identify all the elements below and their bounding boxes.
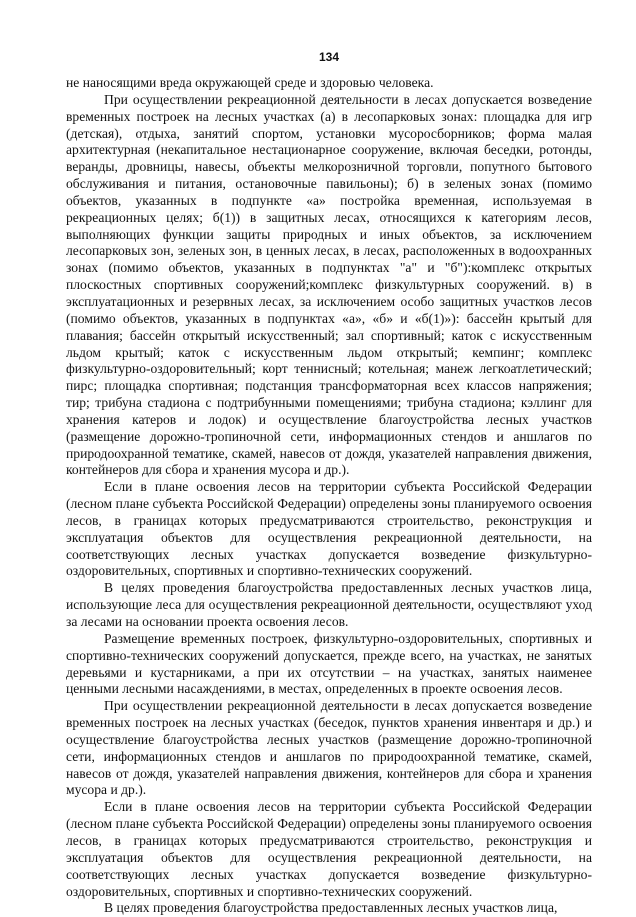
paragraph-4: В целях проведения благоустройства предоставленных лесных участков лица, использующие леса для осуществления рекреационной деятельности, осуществляют уход за лесами на основании проекта освоения лесов. <box>66 580 592 629</box>
paragraph-2: При осуществлении рекреационной деятельности в лесах допускается возведение временных построек на лесных участках (а) в лесопарковых зонах: площадка для игр (детская), отдыха, занятий спортом, установки мусоросборников; форма малая архитектурная (некапитальное нестационарное сооружение, включая беседки, ротонды, веранды, дровницы, навесы, объекты мелкорозничной торговли, попутного бытового обслуживания и питания, остановочные павильоны); б) в зеленых зонах (помимо объектов, указанных в подпункте «а» постройка временная, используемая в рекреационных целях; б(1)) в защитных лесах, относящихся к категориям лесов, выполняющих функции защиты природных и иных объектов, за исключением лесопарковых зон, зеленых зон, в ценных лесах, в лесах, расположенных в водоохранных зонах (помимо объектов, указанных в подпунктах "а" и "б"):комплекс открытых плоскостных спортивных сооружений;комплекс физкультурных сооружений. в) в эксплуатационных и резервных лесах, за исключением особо защитных участков лесов (помимо объектов, указанных в подпунктах «а», «б» и «б(1)»): бассейн крытый для плавания; бассейн открытый искусственный; зал спортивный; каток с искусственным льдом крытый; каток с искусственным льдом открытый; кемпинг; комплекс физкультурно-оздоровительный; корт теннисный; котельная; манеж легкоатлетический; пирс; площадка спортивная; подстанция трансформаторная всех классов напряжения; тир; трибуна стадиона с подтрибунными помещениями; трибуна стадиона; кэллинг для хранения катеров и лодок) и осуществление благоустройства лесных участков (размещение дорожно-тропиночной сети, информационных стендов и аншлагов по природоохранной тематике, скамей, навесов от дождя, указателей направления движения, контейнеров для сбора и хранения мусора и др.). <box>66 91 592 478</box>
paragraph-3: Если в плане освоения лесов на территории субъекта Российской Федерации (лесном плане субъекта Российской Федерации) определены зоны планируемого освоения лесов, в границах которых предусматриваются строительство, реконструкция и эксплуатация объектов для осуществления рекреационной деятельности, на соответствующих лесных участках допускается возведение физкультурно-оздоровительных, спортивных и спортивно-технических сооружений. <box>66 479 592 579</box>
document-body <box>66 75 592 917</box>
paragraph-7: Если в плане освоения лесов на территории субъекта Российской Федерации (лесном плане субъекта Российской Федерации) определены зоны планируемого освоения лесов, в границах которых предусматриваются строительство, реконструкция и эксплуатация объектов для осуществления рекреационной деятельности, на соответствующих лесных участках допускается возведение физкультурно-оздоровительных, спортивных и спортивно-технических сооружений. <box>66 799 592 899</box>
paragraph-6: При осуществлении рекреационной деятельности в лесах допускается возведение временных построек на лесных участках (беседок, пунктов хранения инвентаря и др.) и осуществление благоустройства лесных участков (размещение дорожно-тропиночной сети, информационных стендов и аншлагов по природоохранной тематике, скамей, навесов от дождя, указателей направления движения, контейнеров для сбора и хранения мусора и др.). <box>66 698 592 798</box>
paragraph-5: Размещение временных построек, физкультурно-оздоровительных, спортивных и спортивно-технических сооружений допускается, прежде всего, на участках, не занятых деревьями и кустарниками, а при их отсутствии – на участках, занятых наименее ценными лесными насаждениями, в местах, определенных в проекте освоения лесов. <box>66 630 592 697</box>
page-number: 134 <box>318 50 340 64</box>
paragraph-8: В целях проведения благоустройства предоставленных лесных участков лица, <box>104 900 558 916</box>
paragraph-1: не наносящими вреда окружающей среде и здоровью человека. <box>66 75 434 90</box>
